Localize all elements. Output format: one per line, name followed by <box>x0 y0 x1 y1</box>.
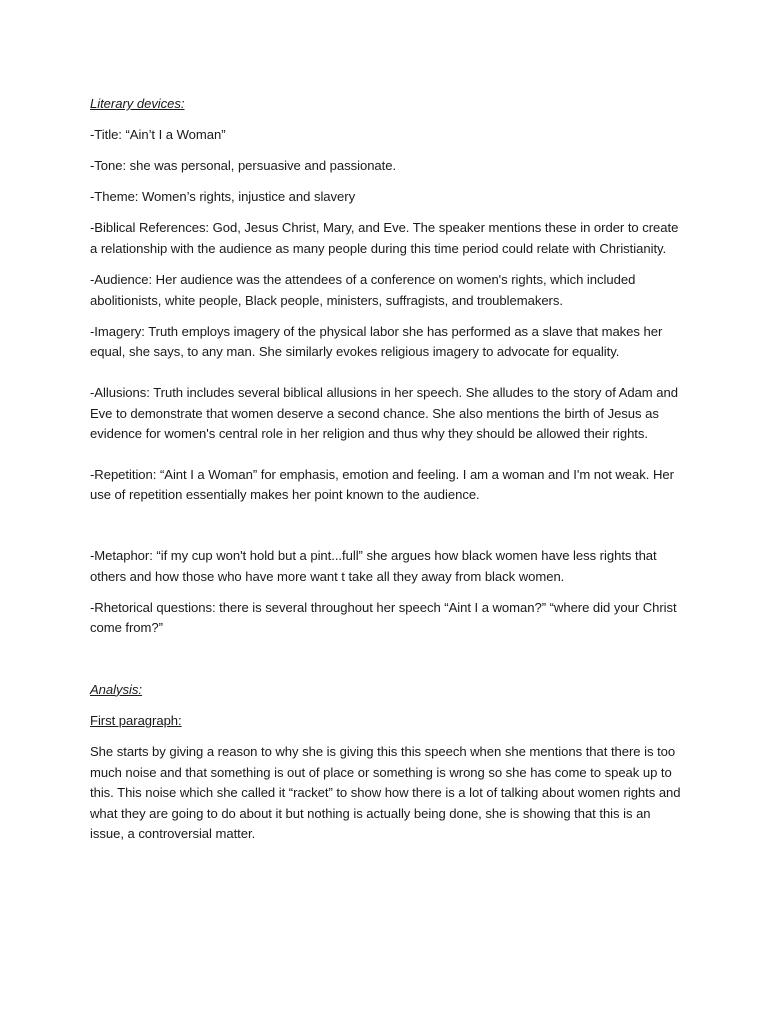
tone-item: -Tone: she was personal, persuasive and passionate. <box>90 158 397 174</box>
literary-devices-heading: Literary devices: <box>90 96 185 111</box>
repetition-item: -Repetition: “Aint I a Woman” for emphasis, emotion and feeling. I am a woman and I'm not weak. Her use of repetition essentially makes her point known to the audience. <box>90 466 674 503</box>
document-body <box>90 94 682 855</box>
audience-item: -Audience: Her audience was the attendees of a conference on women's rights, which included abolitionists, white people, Black people, ministers, suffragists, and troublemakers. <box>90 272 636 308</box>
theme-item: -Theme: Women’s rights, injustice and slavery <box>90 189 356 205</box>
rhetorical-questions-item: -Rhetorical questions: there is several throughout her speech “Aint I a woman?” “where did your Christ come from?” <box>90 599 677 636</box>
first-paragraph-text: She starts by giving a reason to why she is giving this this speech when she mentions that there is too much noise and that something is out of place or something is wrong so she has come to speak up to this. This noise which she called it “racket” to show how there is a lot of talking about women rights and what they are going to do about it but nothing is actually being done, she is showing that this is an issue, a controversial matter. <box>90 743 681 842</box>
analysis-heading: Analysis: <box>90 681 142 697</box>
biblical-references-item: -Biblical References: God, Jesus Christ, Mary, and Eve. The speaker mentions these in order to create a relationship with the audience as many people during this time period could relate with Christianity. <box>90 220 679 256</box>
imagery-item: -Imagery: Truth employs imagery of the physical labor she has performed as a slave that makes her equal, she says, to any man. She similarly evokes religious imagery to advocate for equality. <box>90 323 663 360</box>
title-item: -Title: “Ain’t I a Woman” <box>90 127 226 143</box>
allusions-item: -Allusions: Truth includes several biblical allusions in her speech. She alludes to the story of Adam and Eve to demonstrate that women deserve a second chance. She also mentions the birth of Jesus as evidence for women's central role in her religion and thus why they should be allowed their rights. <box>90 384 678 442</box>
first-paragraph-heading: First paragraph: <box>90 712 182 728</box>
metaphor-item: -Metaphor: “if my cup won't hold but a pint...full” she argues how black women have less rights that others and how those who have more want t take all they away from black women. <box>90 547 657 584</box>
